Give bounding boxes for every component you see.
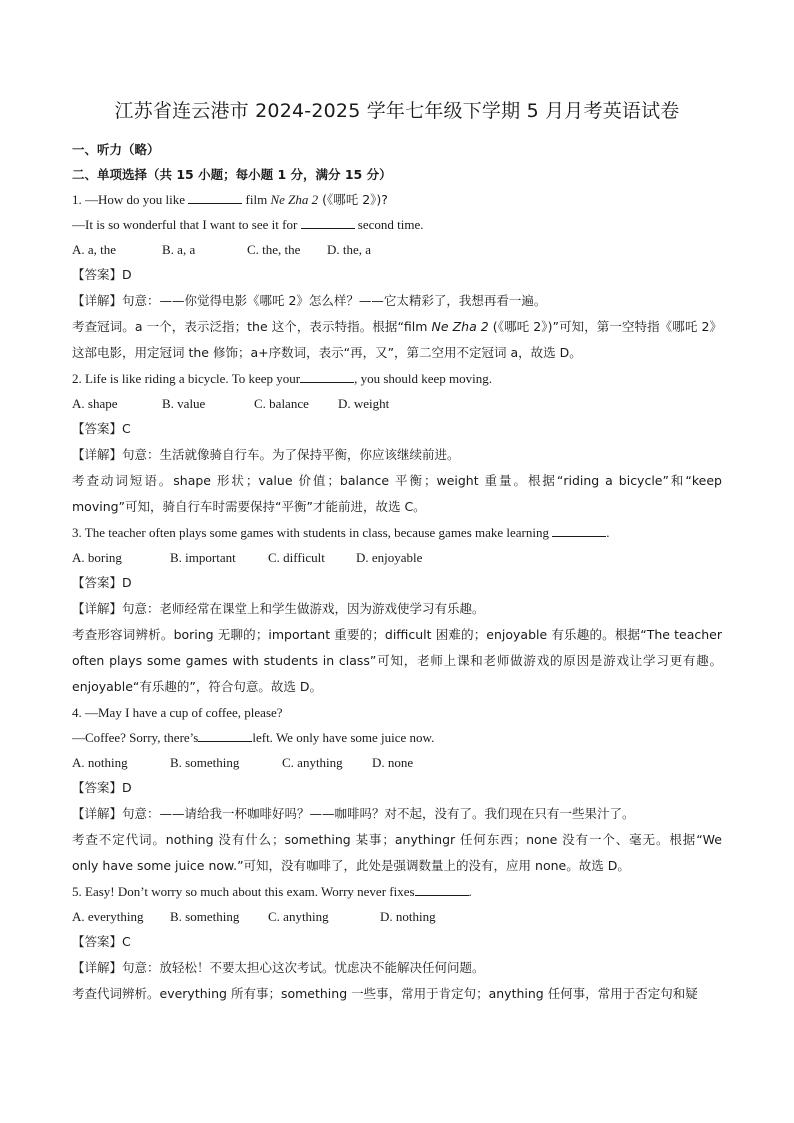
answer-key: 【答案】C <box>72 934 131 949</box>
option-c: C. anything <box>282 755 343 770</box>
option-a: A. a, the <box>72 242 117 257</box>
detail-translation: 【详解】句意：——请给我一杯咖啡好吗？——咖啡吗？对不起，没有了。我们现在只有一些果汁了。 <box>72 806 635 821</box>
option-a: A. shape <box>72 396 118 411</box>
option-d: D. the, a <box>327 242 372 257</box>
question-stem-line-2: —It is so wonderful that I want to see it for second time. <box>72 217 424 232</box>
option-list <box>72 904 722 929</box>
option-a: A. everything <box>72 909 144 924</box>
option-b: B. something <box>170 909 240 924</box>
answer-blank <box>552 524 606 537</box>
option-a: A. boring <box>72 550 122 565</box>
film-title: Ne Zha 2 <box>270 192 319 207</box>
detail-analysis: 考查冠词。a 一个，表示泛指；the 这个，表示特指。根据“film Ne Zha 2 (《哪吒 2》)”可知，第一空特指《哪吒 2》这部电影，用定冠词 the 修饰；a+序数词，表示“再，又”，第二空用不定冠词 a，故选 D。 <box>72 319 722 360</box>
question-stem: 4. —May I have a cup of coffee, please? <box>72 705 283 720</box>
option-d: D. enjoyable <box>356 550 423 565</box>
detail-analysis: 考查动词短语。shape 形状；value 价值；balance 平衡；weight 重量。根据“riding a bicycle”和“keep moving”可知，骑自行车时需要保持“平衡”才能前进，故选 C。 <box>72 473 722 514</box>
answer-blank <box>301 216 355 229</box>
answer-key: 【答案】D <box>72 780 132 795</box>
answer-blank <box>300 370 354 383</box>
option-list <box>72 750 722 775</box>
option-c: C. balance <box>254 396 309 411</box>
answer-blank <box>188 191 242 204</box>
answer-blank <box>415 883 469 896</box>
detail-translation: 【详解】句意：放轻松！不要太担心这次考试。忧虑决不能解决任何问题。 <box>72 960 485 975</box>
option-b: B. something <box>170 755 240 770</box>
question-stem-line-2: —Coffee? Sorry, there’s left. We only have some juice now. <box>72 730 435 745</box>
detail-translation: 【详解】句意：——你觉得电影《哪吒 2》怎么样？——它太精彩了，我想再看一遍。 <box>72 293 547 308</box>
detail-analysis: 考查代词辨析。everything 所有事；something 一些事，常用于肯定句；anything 任何事，常用于否定句和疑 <box>72 986 698 1001</box>
option-c: C. anything <box>268 909 329 924</box>
question-2 <box>72 366 722 520</box>
answer-key: 【答案】D <box>72 575 132 590</box>
option-a: A. nothing <box>72 755 128 770</box>
option-list <box>72 391 722 416</box>
option-d: D. nothing <box>380 909 436 924</box>
option-b: B. value <box>162 396 206 411</box>
answer-key: 【答案】C <box>72 421 131 436</box>
question-1 <box>72 187 722 366</box>
question-4 <box>72 700 722 879</box>
question-stem: 3. The teacher often plays some games with students in class, because games make learning . <box>72 525 610 540</box>
section-single-choice: 二、单项选择（共 15 小题；每小题 1 分，满分 15 分） <box>72 167 392 182</box>
option-b: B. important <box>170 550 236 565</box>
page-title: 江苏省连云港市 2024-2025 学年七年级下学期 5 月月考英语试卷 <box>114 100 680 122</box>
option-c: C. the, the <box>247 242 301 257</box>
question-stem: 1. —How do you like film Ne Zha 2 (《哪吒 2》)? <box>72 192 388 207</box>
option-list <box>72 237 722 262</box>
question-5 <box>72 879 722 1007</box>
question-3 <box>72 520 722 700</box>
exam-page <box>72 96 722 1007</box>
detail-translation: 【详解】句意：生活就像骑自行车。为了保持平衡，你应该继续前进。 <box>72 447 460 462</box>
answer-key: 【答案】D <box>72 267 132 282</box>
answer-blank <box>198 729 252 742</box>
detail-translation: 【详解】句意：老师经常在课堂上和学生做游戏，因为游戏使学习有乐趣。 <box>72 601 485 616</box>
option-c: C. difficult <box>268 550 325 565</box>
option-d: D. none <box>372 755 414 770</box>
question-stem: 2. Life is like riding a bicycle. To keep your , you should keep moving. <box>72 371 493 386</box>
detail-analysis: 考查不定代词。nothing 没有什么；something 某事；anythingr 任何东西；none 没有一个、毫无。根据“We only have some juice now.”可知，没有咖啡了，此处是强调数量上的没有，应用 none。故选 D。 <box>72 832 722 873</box>
option-b: B. a, a <box>162 242 196 257</box>
option-d: D. weight <box>338 396 390 411</box>
detail-analysis: 考查形容词辨析。boring 无聊的；important 重要的；difficult 困难的；enjoyable 有乐趣的。根据“The teacher often plays some games with students in class”可知，老师上课和老师做游戏的原因是游戏让学习更有趣。enjoyable“有乐趣的”，符合句意。故选 D。 <box>72 627 722 694</box>
question-stem: 5. Easy! Don’t worry so much about this exam. Worry never fixes . <box>72 884 472 899</box>
section-listening: 一、听力（略） <box>72 142 160 157</box>
option-list <box>72 545 722 570</box>
